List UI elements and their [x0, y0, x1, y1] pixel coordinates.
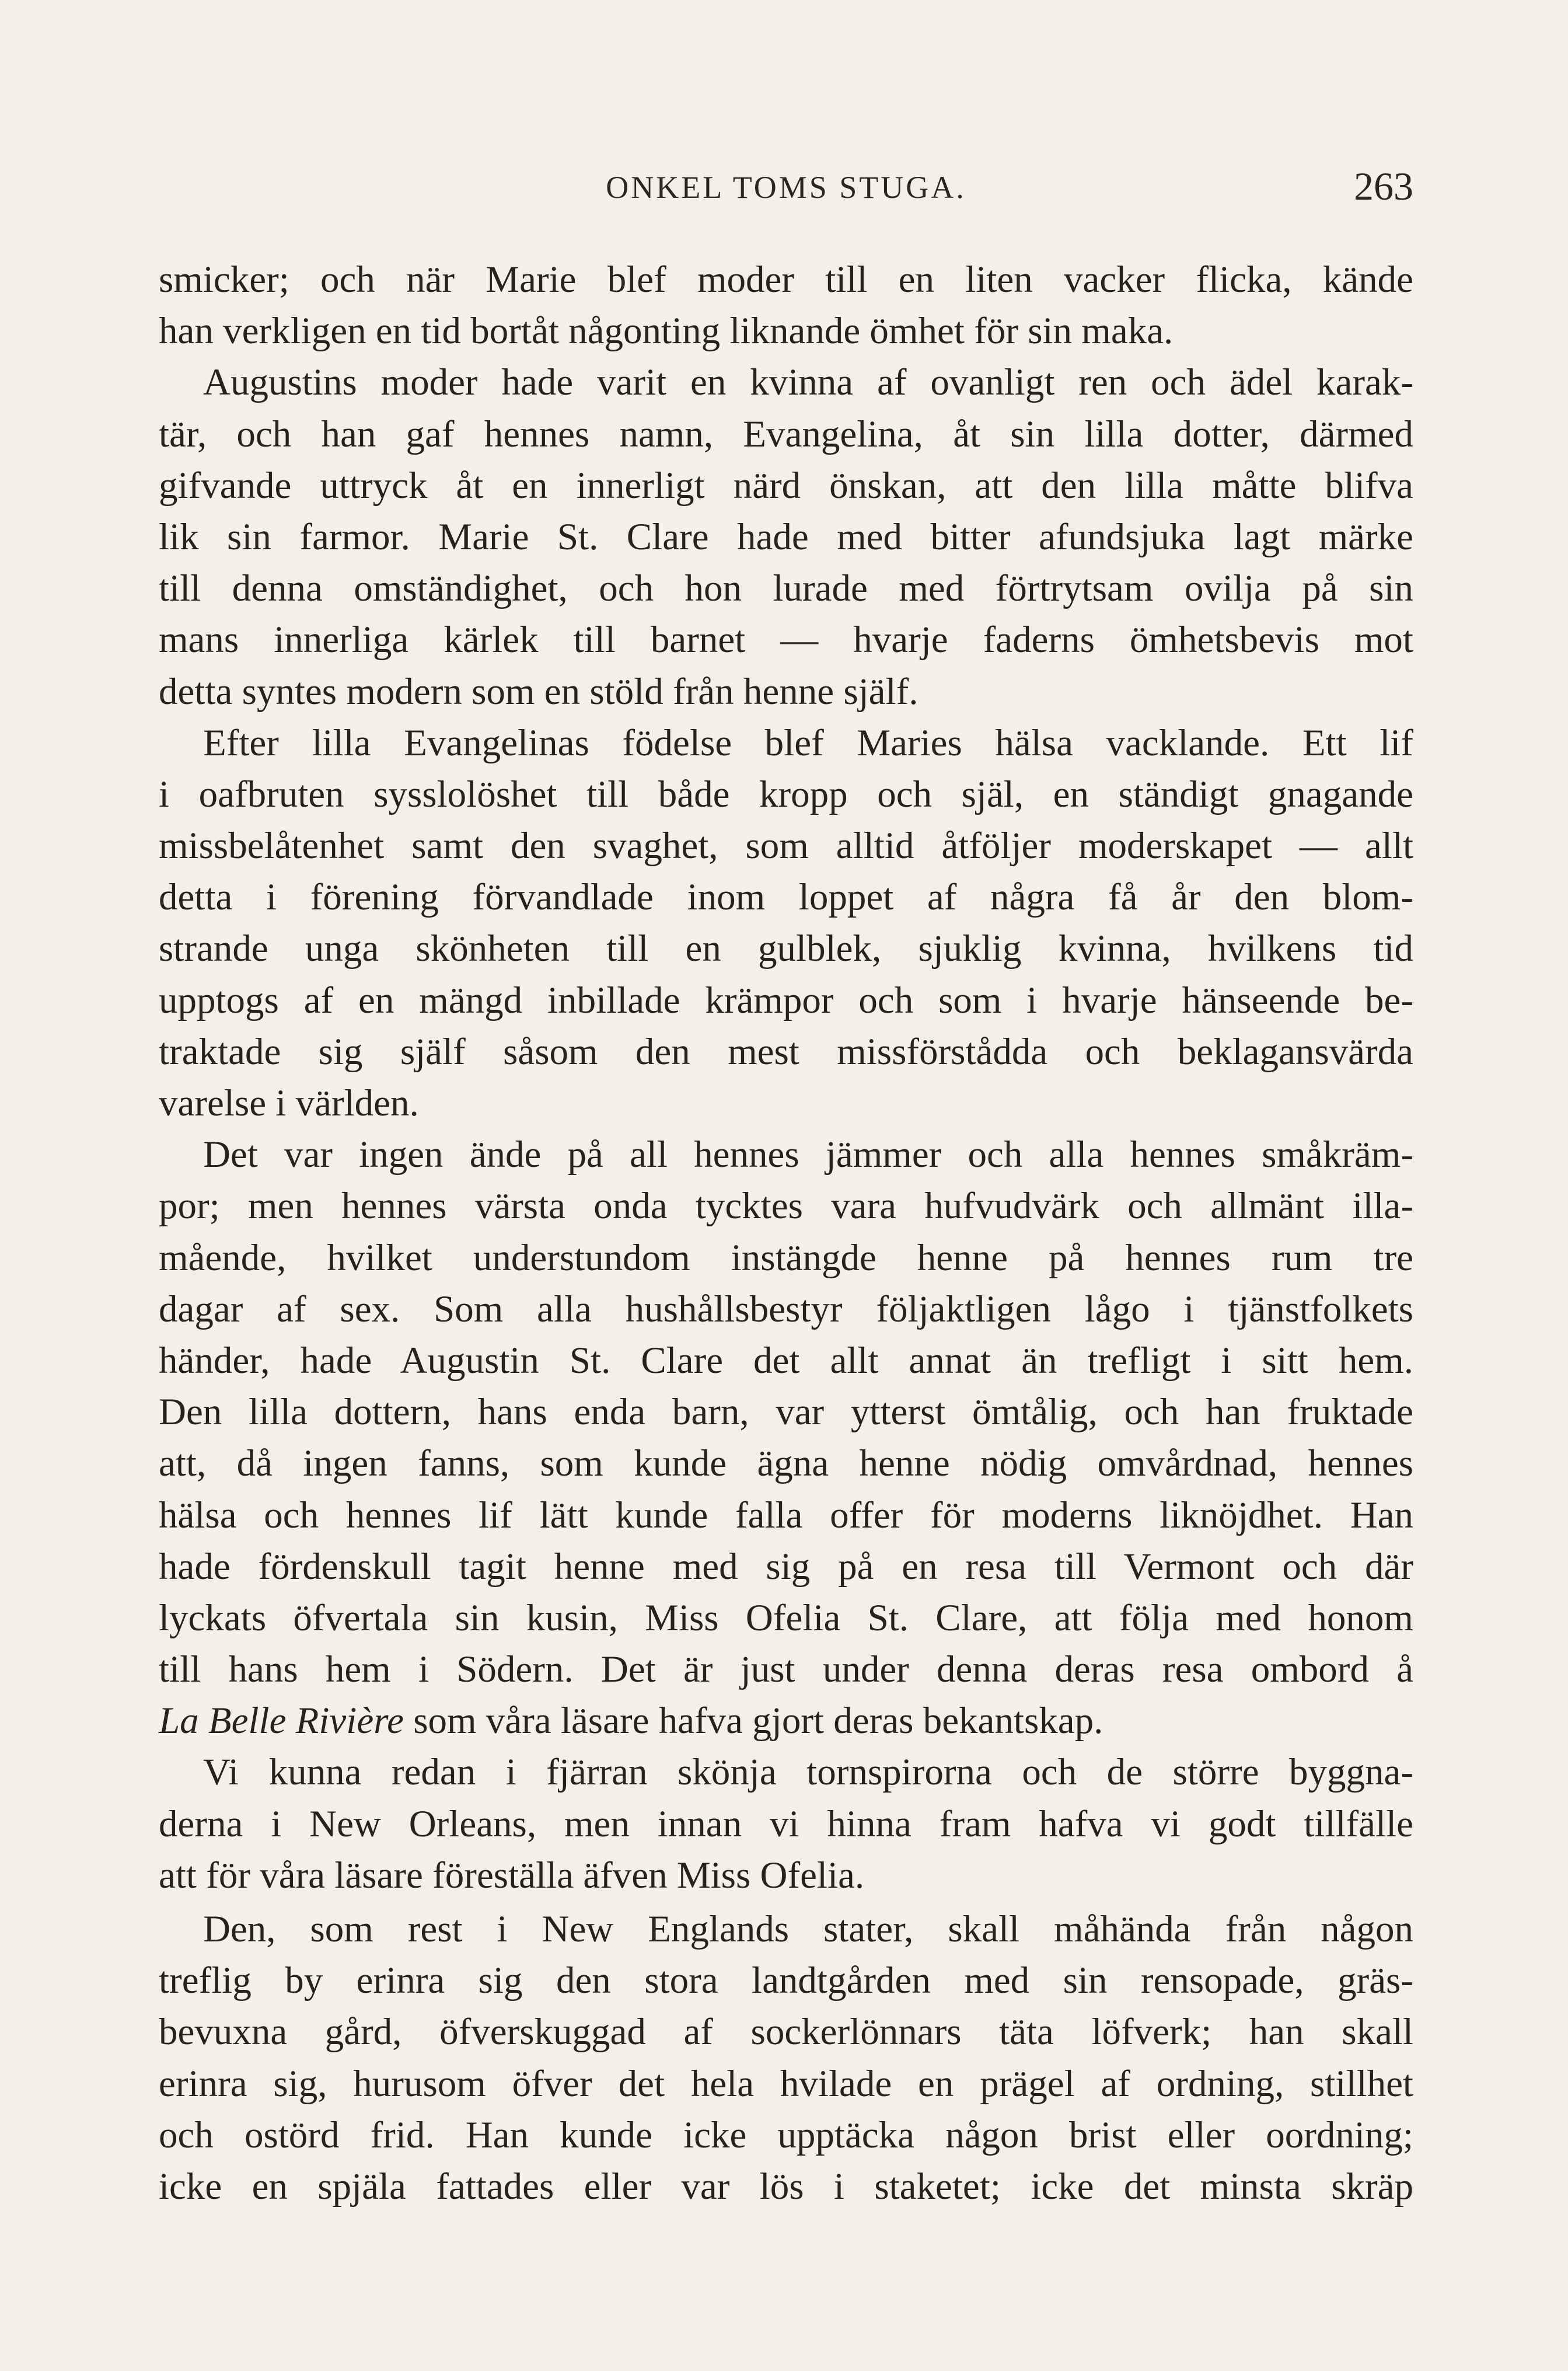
text-line	[159, 666, 1413, 717]
text-line	[159, 254, 1413, 305]
line-text: upptogs af en mängd inbillade krämpor och som i hvarje hänseende be-	[159, 979, 1413, 1021]
text-line	[159, 1746, 1413, 1798]
text-line	[159, 1078, 1413, 1129]
line-text: hade fördenskull tagit henne med sig på en resa till Vermont och där	[159, 1545, 1413, 1588]
line-text: han verkligen en tid bortåt någonting liknande ömhet för sin maka.	[159, 310, 1174, 353]
line-text: som våra läsare hafva gjort deras bekantskap.	[403, 1700, 1103, 1742]
text-line	[159, 1490, 1413, 1541]
line-text: i oafbruten sysslolöshet till både kropp och själ, en ständigt gnagande	[159, 773, 1413, 815]
running-head	[159, 163, 1413, 216]
text-line	[159, 1695, 1413, 1746]
text-line	[159, 2006, 1413, 2058]
text-line	[159, 357, 1413, 408]
line-text: detta syntes modern som en stöld från henne själf.	[159, 670, 919, 713]
text-line	[159, 563, 1413, 614]
line-text: derna i New Orleans, men innan vi hinna fram hafva vi godt tillfälle	[159, 1802, 1413, 1845]
line-text: mans innerliga kärlek till barnet — hvarje faderns ömhetsbevis mot	[159, 619, 1413, 661]
text-line	[159, 2110, 1413, 2161]
text-line	[159, 460, 1413, 511]
text-line	[159, 2058, 1413, 2110]
text-line	[159, 614, 1413, 665]
line-text: Augustins moder hade varit en kvinna af ovanligt ren och ädel karak-	[203, 361, 1413, 404]
line-text: detta i förening förvandlade inom loppet af några få år den blom-	[159, 876, 1413, 919]
italic-ship-name: La Belle Rivière	[159, 1700, 404, 1742]
text-line	[159, 923, 1413, 974]
line-text: Den, som rest i New Englands stater, skall måhända från någon	[203, 1908, 1413, 1950]
running-title: ONKEL TOMS STUGA.	[606, 170, 966, 205]
line-text: traktade sig själf såsom den mest missförstådda och beklagansvärda	[159, 1030, 1413, 1073]
text-line	[159, 2161, 1413, 2212]
line-text: Vi kunna redan i fjärran skönja tornspirorna och de större byggna-	[203, 1751, 1413, 1794]
line-text: mående, hvilket understundom instängde henne på hennes rum tre	[159, 1236, 1413, 1279]
text-line	[159, 1592, 1413, 1644]
text-line	[159, 820, 1413, 871]
text-line	[159, 1903, 1413, 1955]
line-text: lik sin farmor. Marie St. Clare hade med bitter afundsjuka lagt märke	[159, 515, 1413, 558]
line-text: strande unga skönheten till en gulblek, sjuklig kvinna, hvilkens tid	[159, 928, 1413, 970]
line-text: tär, och han gaf hennes namn, Evangelina, åt sin lilla dotter, därmed	[159, 413, 1413, 455]
text-line	[159, 511, 1413, 563]
line-text: hälsa och hennes lif lätt kunde falla offer för moderns liknöjdhet. Han	[159, 1494, 1413, 1536]
line-text: Den lilla dottern, hans enda barn, var ytterst ömtålig, och han fruktade	[159, 1391, 1413, 1434]
line-text: att för våra läsare föreställa äfven Miss Ofelia.	[159, 1854, 865, 1896]
text-line	[159, 975, 1413, 1026]
line-text: erinra sig, hurusom öfver det hela hvilade en prägel af ordning, stillhet	[159, 2062, 1413, 2105]
line-text: por; men hennes värsta onda tycktes vara hufvudvärk och allmänt illa-	[159, 1185, 1413, 1228]
text-line	[159, 1644, 1413, 1695]
text-line	[159, 1955, 1413, 2006]
page-number: 263	[1354, 164, 1413, 208]
line-text: händer, hade Augustin St. Clare det allt annat än trefligt i sitt hem.	[159, 1339, 1413, 1382]
line-text: och ostörd frid. Han kunde icke upptäcka någon brist eller oordning;	[159, 2114, 1413, 2156]
text-line	[159, 1232, 1413, 1284]
line-text: till denna omständighet, och hon lurade med förtrytsam ovilja på sin	[159, 567, 1413, 610]
text-line	[159, 1850, 1413, 1901]
text-line	[159, 1026, 1413, 1078]
text-line	[159, 1438, 1413, 1489]
text-line	[159, 1335, 1413, 1386]
text-line	[159, 1798, 1413, 1850]
line-text: lyckats öfvertala sin kusin, Miss Ofelia St. Clare, att följa med honom	[159, 1596, 1413, 1639]
line-text: missbelåtenhet samt den svaghet, som alltid åtföljer moderskapet — allt	[159, 825, 1413, 867]
text-line	[159, 1129, 1413, 1180]
text-line	[159, 769, 1413, 820]
line-text: bevuxna gård, öfverskuggad af sockerlönnars täta löfverk; han skall	[159, 2011, 1413, 2053]
body-text	[159, 254, 1413, 2212]
text-line	[159, 1541, 1413, 1592]
line-text: gifvande uttryck åt en innerligt närd önskan, att den lilla måtte blifva	[159, 464, 1413, 507]
line-text: att, då ingen fanns, som kunde ägna henne nödig omvårdnad, hennes	[159, 1442, 1413, 1485]
text-line	[159, 409, 1413, 460]
text-line	[159, 1386, 1413, 1438]
line-text: dagar af sex. Som alla hushållsbestyr följaktligen lågo i tjänstfolkets	[159, 1288, 1413, 1330]
line-text: varelse i världen.	[159, 1082, 419, 1124]
line-text: till hans hem i Södern. Det är just under denna deras resa ombord å	[159, 1648, 1413, 1691]
text-line	[159, 1180, 1413, 1232]
text-line	[159, 305, 1413, 357]
text-line	[159, 717, 1413, 769]
line-text: Det var ingen ände på all hennes jämmer och alla hennes småkräm-	[203, 1134, 1413, 1176]
line-text: treflig by erinra sig den stora landtgården med sin rensopade, gräs-	[159, 1959, 1413, 2002]
line-text: Efter lilla Evangelinas födelse blef Maries hälsa vacklande. Ett lif	[203, 721, 1413, 764]
line-text: smicker; och när Marie blef moder till en liten vacker flicka, kände	[159, 259, 1413, 301]
text-line	[159, 871, 1413, 923]
text-line	[159, 1284, 1413, 1335]
line-text: icke en spjäla fattades eller var lös i staketet; icke det minsta skräp	[159, 2165, 1413, 2208]
